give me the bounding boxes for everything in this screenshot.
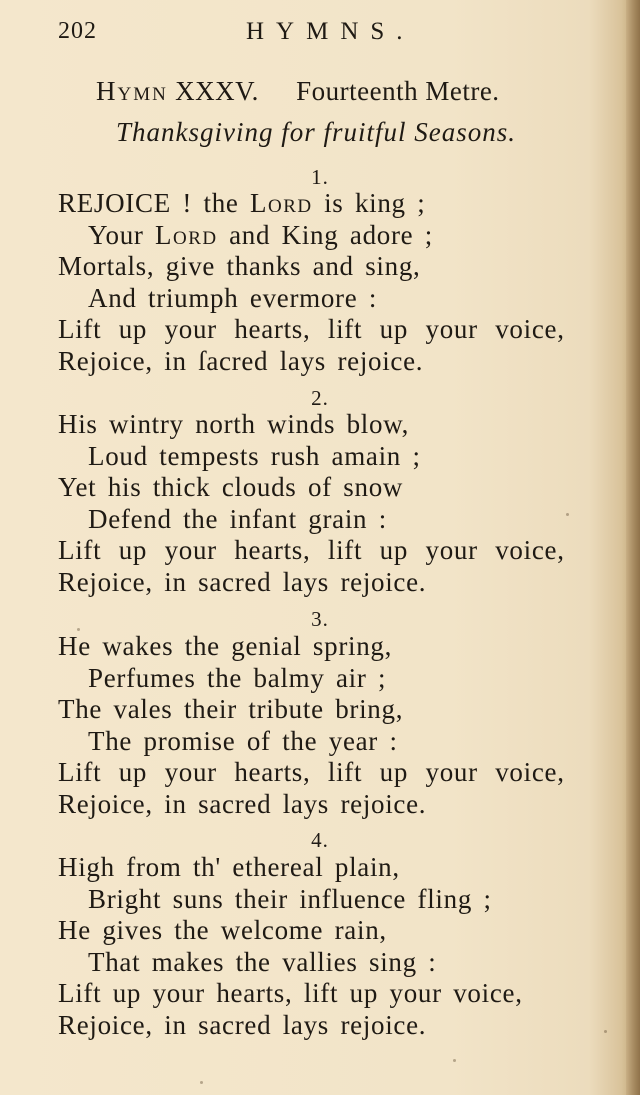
verse-line: Defend the infant grain : [88,504,387,534]
ink-speck [566,513,569,516]
verse-line [88,220,433,251]
page-number: 202 [58,18,97,44]
verse-line: Loud tempests rush amain ; [88,441,421,471]
ink-speck [77,628,80,631]
ink-speck [604,1030,607,1033]
verse-line [58,188,425,219]
verse-line: Lift up your hearts, lift up your voice, [58,757,565,787]
verse-line: Lift up your hearts, lift up your voice, [58,314,565,344]
verse-line: High from th' ethereal plain, [58,852,400,882]
verse-line: Bright suns their influence fling ; [88,884,492,914]
verse-text: is king ; [312,188,426,218]
verse-line: Mortals, give thanks and sing, [58,251,421,281]
hymn-metre: Fourteenth Metre. [296,76,500,106]
verse-line: Rejoice, in ſacred lays rejoice. [58,346,424,376]
verse-line: His wintry north winds blow, [58,409,410,439]
stanza-number-2: 2. [311,386,329,410]
verse-line: Rejoice, in sacred lays rejoice. [58,789,427,819]
verse-line: Rejoice, in sacred lays rejoice. [58,567,427,597]
hymn-number: XXXV. [175,76,259,106]
ink-speck [453,1059,456,1062]
verse-line: The promise of the year : [88,726,398,756]
verse-line: That makes the vallies sing : [88,947,437,977]
verse-line: The vales their tribute bring, [58,694,404,724]
verse-text: and King adore ; [217,220,434,250]
hymn-label: Hymn [96,76,168,106]
verse-line: He gives the welcome rain, [58,915,387,945]
lord-small-caps: Lord [155,220,218,250]
stanza-number-3: 3. [311,607,329,631]
verse-text: REJOICE ! the [58,188,251,218]
verse-line: He wakes the genial spring, [58,631,393,661]
verse-line: And triumph evermore : [88,283,378,313]
page-header [58,18,418,52]
verse-text: Your [88,220,156,250]
stanza-number-4: 4. [311,828,329,852]
verse-line: Rejoice, in sacred lays rejoice. [58,1010,427,1040]
lord-small-caps: Lord [250,188,313,218]
verse-line: Perfumes the balmy air ; [88,663,387,693]
running-head: HYMNS. [246,18,415,45]
stanza-number-1: 1. [311,165,329,189]
ink-speck [200,1081,203,1084]
verse-line: Yet his thick clouds of snow [58,472,404,502]
verse-line: Lift up your hearts, lift up your voice, [58,978,523,1008]
hymn-heading [96,76,500,107]
verse-line: Lift up your hearts, lift up your voice, [58,535,565,565]
hymn-subtitle: Thanksgiving for fruitful Seasons. [116,117,517,147]
